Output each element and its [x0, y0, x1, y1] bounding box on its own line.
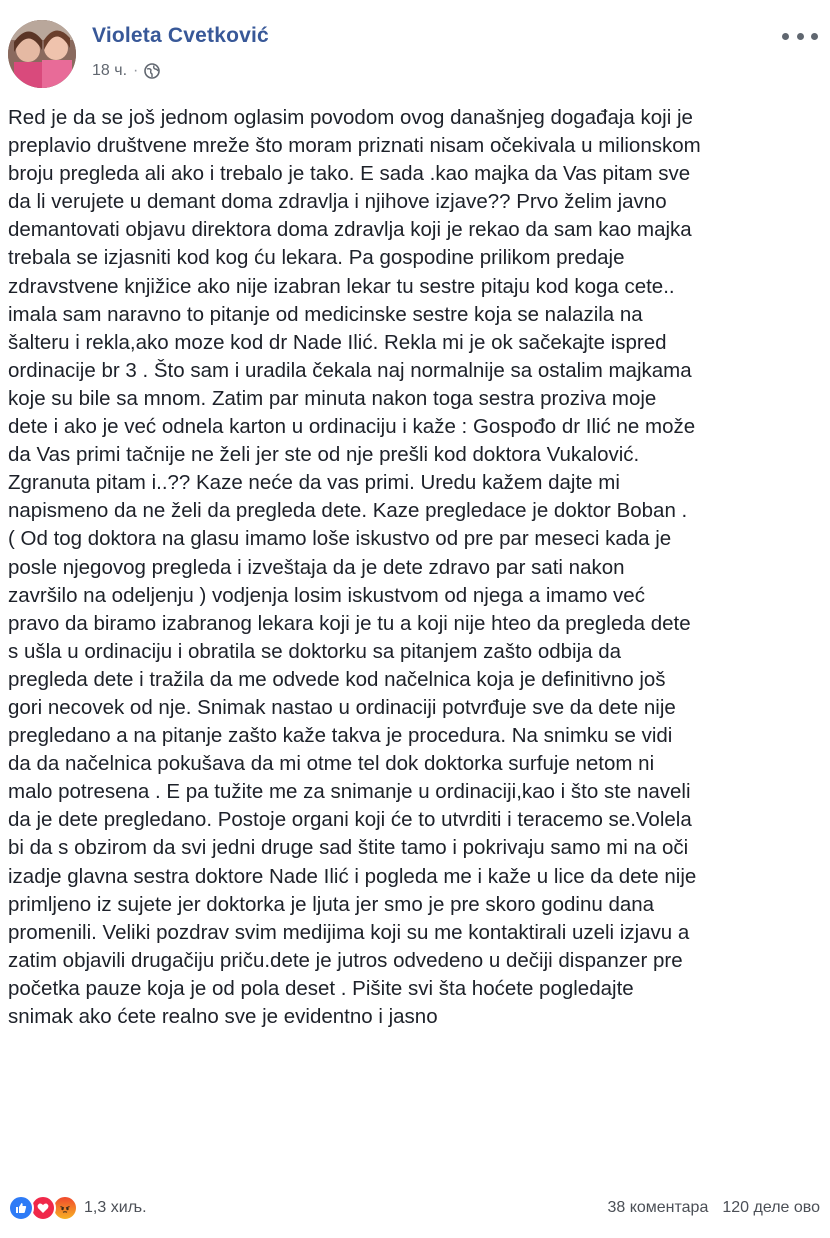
reaction-count[interactable]: 1,3 хиљ.	[84, 1199, 147, 1216]
author-name[interactable]: Violeta Cvetković	[92, 24, 269, 47]
post-meta	[92, 62, 160, 80]
post-text-line: zatim objavili drugačiju priču.dete je jutros odvedeno u dečiji dispanzer pre	[8, 948, 683, 972]
avatar[interactable]	[8, 20, 76, 88]
post-text-line: zdravstvene knjižice ako nije izabran lekar tu sestre pitaju kod koga cete..	[8, 274, 675, 298]
post-text-line: bi da s obzirom da svi jedni druge sad štite tamo i pokrivaju samo mi na oči	[8, 836, 689, 860]
post-text-line: Zgranuta pitam i..?? Kaze neće da vas primi. Uredu kažem dajte mi	[8, 471, 620, 495]
post-text-line: koje su bile sa mnom. Zatim par minuta nakon toga sestra proziva moje	[8, 386, 657, 410]
post-text-line: promenili. Veliki pozdrav svim medijima koji su me kontaktirali uzeli izjavu a	[8, 920, 690, 944]
post-text-line: napismeno da ne želi da pregleda dete. Kaze pregledace je doktor Boban .	[8, 499, 688, 523]
post-text-line: šalteru i rekla,ako moze kod dr Nade Ilić. Rekla mi je ok sačekajte ispred	[8, 330, 667, 354]
post-footer	[8, 1194, 820, 1222]
post-text-line: ordinacije br 3 . Što sam i uradila čekala naj normalnije sa ostalim majkama	[8, 358, 692, 382]
post-text-line: da Vas primi tačnije ne želi jer ste od nje prešli kod doktora Vukalović.	[8, 443, 640, 467]
post-text-line: pregleda dete i tražila da me odvede kod načelnica koja je definitivno još	[8, 667, 666, 691]
post-time[interactable]: 18 ч.	[92, 62, 128, 79]
post-text-line: dete i ako je već odnela karton u ordinaciju i kaže : Gospođo dr Ilić ne može	[8, 415, 696, 439]
post-text-line: da je dete pregledano. Postoje organi koji će to utvrditi i teracemo se.Volela	[8, 808, 692, 832]
post-text-line: gori necovek od nje. Snimak nastao u ordinaciji potvrđuje sve da dete nije	[8, 695, 676, 719]
post-text-line: pregledano a na pitanje zašto kaže takva je procedura. Na snimku se vidi	[8, 724, 673, 748]
post-header	[8, 20, 822, 92]
post-text-line: početka pauze koja je od pola deset . Pišite svi šta hoćete pogledajte	[8, 976, 634, 1000]
post-text-line: završilo na odeljenju ) vodjenja losim iskustvom od njega a imamo već	[8, 583, 645, 607]
post-text-line: da li verujete u demant doma zdravlja i njihove izjave?? Prvo želim javno	[8, 190, 667, 214]
post-text-line: da da načelnica pokušava da mi otme tel dok doktorka surfuje netom ni	[8, 752, 655, 776]
post-text-line: imala sam naravno to pitanje od medicinske sestre koja se nalazila na	[8, 302, 643, 326]
post-text-line: posle njegovog pregleda i izveštaja da je dete zdravo par sati nakon	[8, 555, 625, 579]
post-text-line: Red je da se još jednom oglasim povodom ovog današnjeg događaja koji je	[8, 106, 693, 129]
post-text-line: izadje glavna sestra doktore Nade Ilić i pogleda me i kaže u lice da dete nije	[8, 864, 697, 888]
separator-dot: ·	[133, 62, 139, 79]
more-options-icon[interactable]	[782, 26, 818, 46]
post-text-line: s ušla u ordinaciju i obratila se doktorku sa pitanjem zašto odbija da	[8, 639, 622, 663]
post-text-line: demantovati objavu direktora doma zdravlja koji je rekao da sam kao majka	[8, 218, 692, 242]
post-text-line: pravo da biramo izabranog lekara koji je tu a koji nije hteo da pregleda dete	[8, 611, 691, 635]
post-body	[8, 104, 820, 1031]
like-icon[interactable]	[8, 1195, 34, 1221]
globe-icon[interactable]	[144, 63, 160, 79]
shares-count[interactable]: 120 деле ово	[722, 1199, 820, 1216]
post-text-line: malo potresena . E pa tužite me za snimanje u ordinaciji,kao i što ste naveli	[8, 780, 691, 804]
post-text-line: trebala se izjasniti kod kog ću lekara. Pa gospodine prilikom predaje	[8, 246, 625, 270]
reactions[interactable]	[8, 1195, 147, 1221]
post-text-line: preplavio društvene mreže što moram priznati nisam očekivala u milionskom	[8, 134, 701, 158]
post-text-line: ( Od tog doktora na glasu imamo loše iskustvo od pre par meseci kada je	[8, 527, 672, 551]
comments-count[interactable]: 38 коментара	[607, 1199, 709, 1216]
post-text-line: snimak ako ćete realno sve je evidentno i jasno	[8, 1005, 438, 1028]
post-text-line: primljeno iz sujete jer doktorka je ljuta jer smo je pre skoro godinu dana	[8, 892, 655, 916]
post-text-line: broju pregleda ali ako i trebalo je tako. E sada .kao majka da Vas pitam sve	[8, 162, 691, 186]
